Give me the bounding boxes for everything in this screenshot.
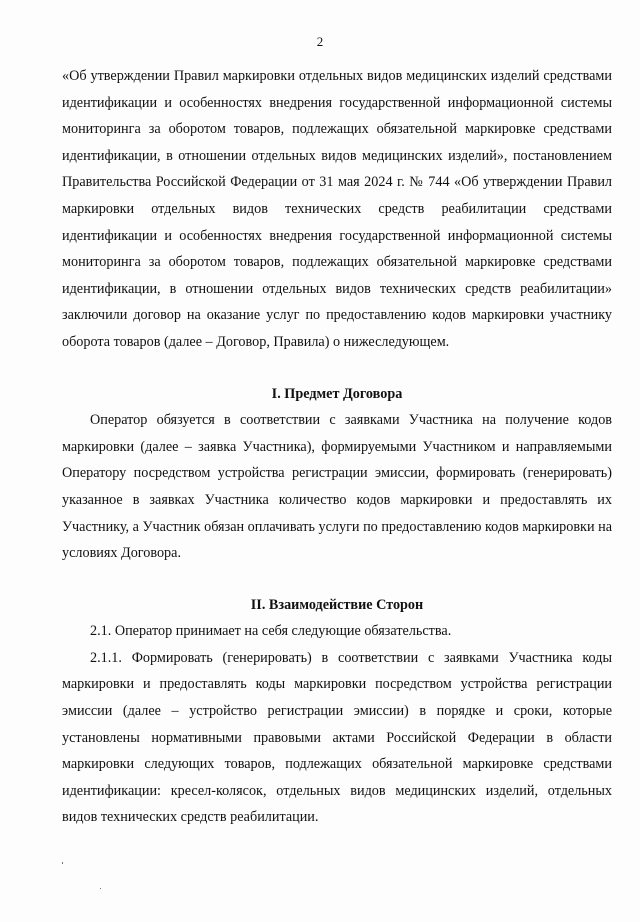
intro-paragraph: «Об утверждении Правил маркировки отдельных видов медицинских изделий средствами идентификации и особенностях внедрения государственной информационной системы мониторинга за оборотом товаров, подлежащих обязательной маркировке средствами идентификации, в отношении отдельных видов медицинских изделий», постановлением Правительства Российской Федерации от 31 мая 2024 г. № 744 «Об утверждении Правил маркировки отдельных видов технических средств реабилитации средствами идентификации и особенностях внедрения государственной информационной системы мониторинга за оборотом товаров, подлежащих обязательной маркировке средствами идентификации, в отношении отдельных видов технических средств реабилитации» заключили договор на оказание услуг по предоставлению кодов маркировки участнику оборота товаров (далее – Договор, Правила) о нижеследующем. [62, 68, 612, 350]
scan-speck [62, 862, 63, 864]
spacer [62, 567, 612, 592]
scan-speck [100, 888, 101, 889]
clause-2-1-1: 2.1.1. Формировать (генерировать) в соответствии с заявками Участника коды маркировки и предоставлять коды маркировки посредством устройства регистрации эмиссии (далее – устройство регистрации эмиссии) в порядке и сроки, которые установлены нормативными правовыми актами Российской Федерации в области маркировки следующих товаров, подлежащих обязательной маркировке средствами идентификации: кресел-колясок, отдельных видов медицинских изделий, отдельных видов технических средств реабилитации. [62, 649, 612, 826]
section-subject-paragraph: Оператор обязуется в соответствии с заявками Участника на получение кодов маркировки (далее – заявка Участника), формируемыми Участником и направляемыми Оператору посредством устройства регистрации эмиссии, формировать (генерировать) указанное в заявках Участника количество кодов маркировки и предоставлять их Участнику, а Участник обязан оплачивать услуги по предоставлению кодов маркировки на условиях Договора. [62, 412, 612, 562]
section-heading-subject: I. Предмет Договора [271, 385, 403, 402]
document-body [62, 63, 612, 831]
spacer [62, 356, 612, 381]
clause-2-1: 2.1. Оператор принимает на себя следующие обязательства. [90, 623, 452, 640]
section-heading-interaction: II. Взаимодействие Сторон [250, 596, 424, 613]
page-number: 2 [316, 34, 324, 49]
